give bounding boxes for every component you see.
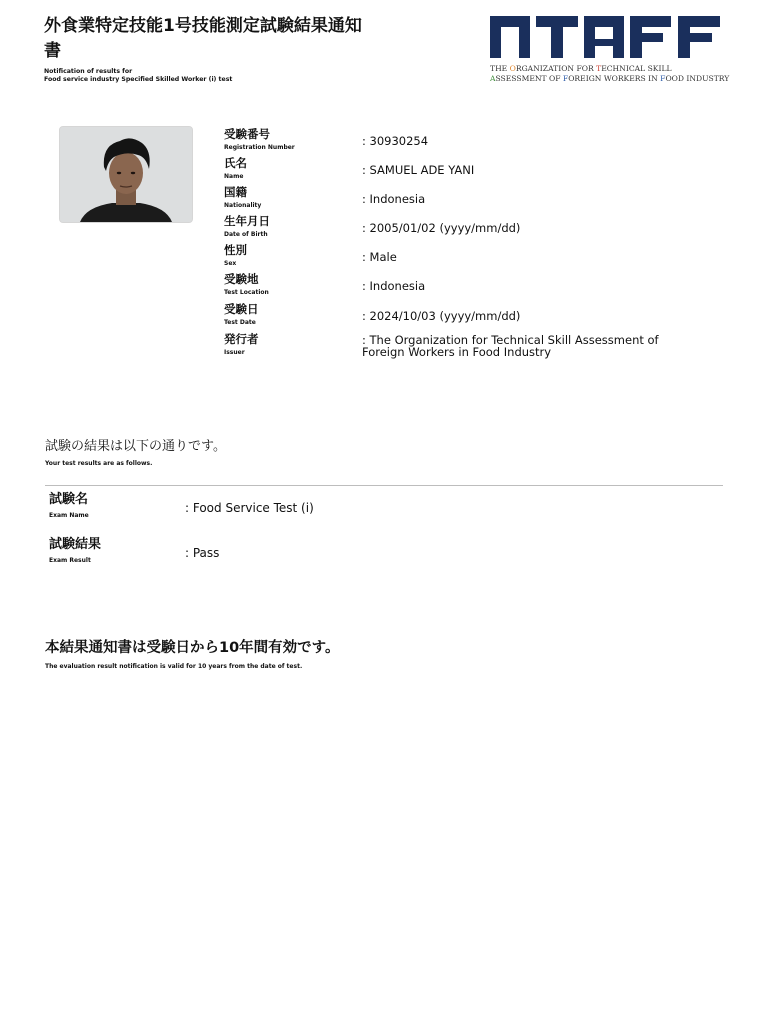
exam-result-value: : Pass — [185, 546, 220, 560]
exam-name-label-jp: 試験名 — [49, 492, 89, 507]
subtitle-line-2: Food service industry Specified Skilled Worker (i) test — [44, 76, 233, 83]
applicant-portrait — [60, 127, 192, 222]
field-label-en: Nationality — [224, 202, 262, 209]
field-value: : Indonesia — [362, 279, 426, 293]
exam-result-row — [49, 537, 549, 569]
field-issuer — [224, 332, 724, 372]
field-label-en: Issuer — [224, 349, 245, 356]
logo-caption-line-2: ASSESSMENT OF FOREIGN WORKERS IN FOOD INDUSTRY — [490, 74, 730, 83]
field-value: : 30930254 — [362, 134, 429, 148]
field-label-jp: 性別 — [224, 243, 247, 257]
field-label-jp: 氏名 — [224, 156, 247, 170]
field-label-en: Name — [224, 173, 244, 180]
applicant-photo — [59, 126, 193, 223]
validity-notice: 本結果通知書は受験日から10年間有効です。 — [45, 640, 340, 656]
document-subtitle — [44, 68, 344, 84]
field-label-en: Date of Birth — [224, 231, 268, 238]
field-label-en: Registration Number — [224, 144, 295, 151]
results-heading-en: Your test results are as follows. — [45, 460, 153, 467]
logo-caption-line-1: THE ORGANIZATION FOR TECHNICAL SKILL — [490, 64, 672, 73]
divider — [45, 485, 723, 486]
exam-result-label-jp: 試験結果 — [49, 537, 102, 552]
field-date-of-birth — [224, 214, 724, 243]
otaff-wordmark — [490, 16, 720, 58]
logo-caption — [490, 64, 730, 84]
exam-name-label-en: Exam Name — [49, 512, 89, 519]
exam-result-label-en: Exam Result — [49, 557, 91, 564]
field-label-jp: 生年月日 — [224, 214, 270, 228]
field-label-jp: 受験番号 — [224, 127, 270, 141]
field-value: : 2005/01/02 (yyyy/mm/dd) — [362, 221, 521, 235]
field-label-jp: 受験地 — [224, 272, 259, 286]
field-label-jp: 発行者 — [224, 332, 259, 346]
field-value: : 2024/10/03 (yyyy/mm/dd) — [362, 309, 521, 323]
field-value: : Male — [362, 250, 397, 264]
document-title: 外食業特定技能1号技能測定試験結果通知書 — [44, 16, 362, 61]
exam-name-row — [49, 492, 549, 524]
field-value: : SAMUEL ADE YANI — [362, 163, 475, 177]
subtitle-line-1: Notification of results for — [44, 68, 133, 75]
field-label-en: Test Location — [224, 289, 269, 296]
exam-name-value: : Food Service Test (i) — [185, 501, 314, 515]
validity-notice-en: The evaluation result notification is valid for 10 years from the date of test. — [45, 663, 303, 670]
field-test-date — [224, 302, 724, 331]
otaff-logo — [490, 16, 730, 84]
field-registration-number — [224, 127, 724, 156]
field-label-jp: 国籍 — [224, 185, 247, 199]
field-label-jp: 受験日 — [224, 302, 259, 316]
field-nationality — [224, 185, 724, 214]
field-label-en: Test Date — [224, 319, 256, 326]
field-value: : Indonesia — [362, 192, 426, 206]
field-name — [224, 156, 724, 185]
field-value: : The Organization for Technical Skill Assessment of Foreign Workers in Food Industry — [362, 333, 659, 359]
field-sex — [224, 243, 724, 272]
field-test-location — [224, 272, 724, 301]
field-label-en: Sex — [224, 260, 237, 267]
results-heading: 試験の結果は以下の通りです。 — [45, 439, 226, 454]
